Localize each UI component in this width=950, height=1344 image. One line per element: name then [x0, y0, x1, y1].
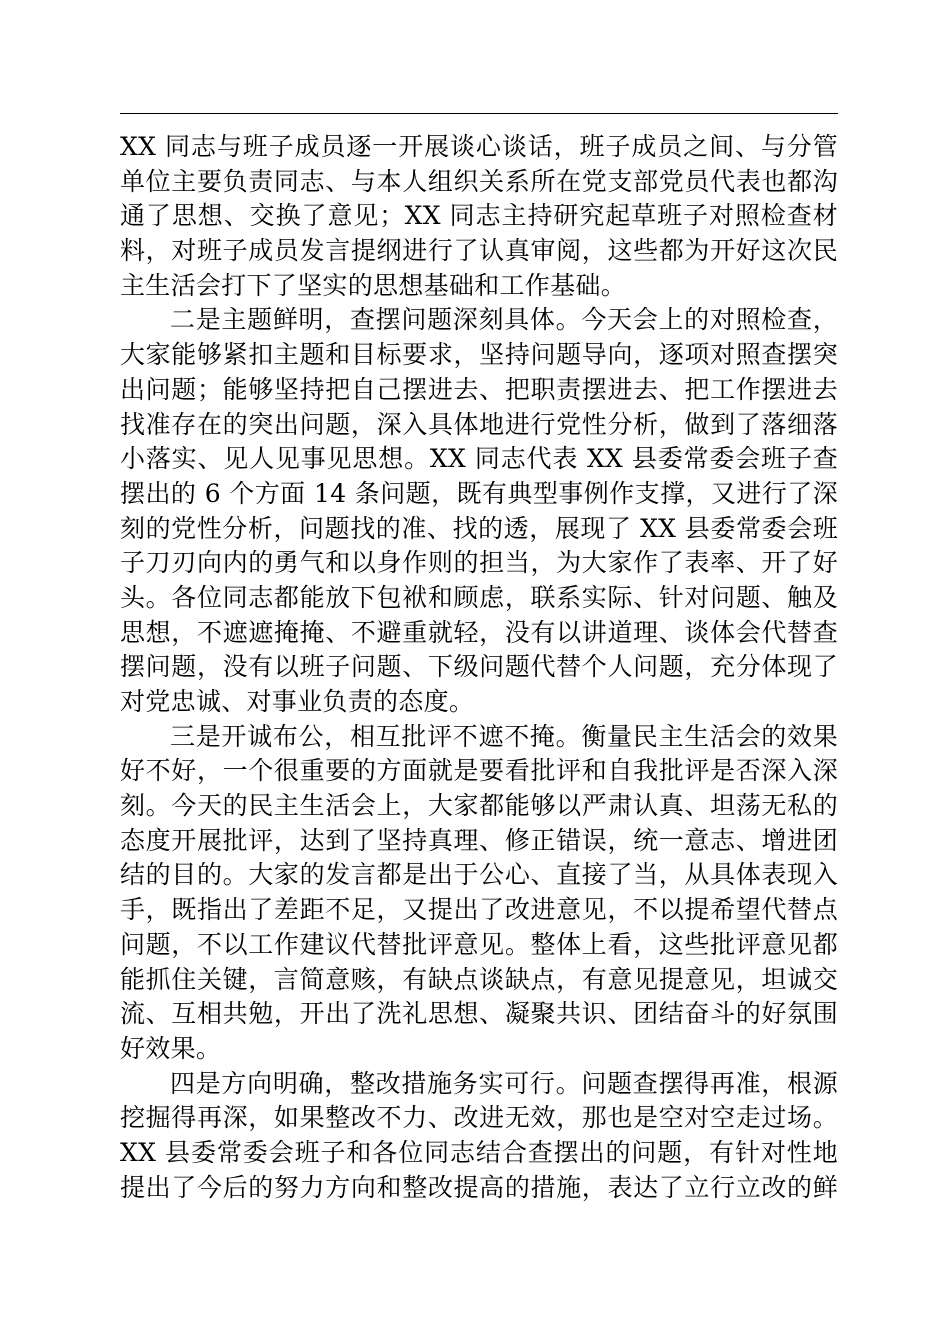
text-line: 二是主题鲜明，查摆问题深刻具体。今天会上的对照检查，	[170, 305, 838, 335]
text-line: XX 县委常委会班子和各位同志结合查摆出的问题，有针对性地	[120, 1137, 838, 1167]
text-line: 刻。今天的民主生活会上，大家都能够以严肃认真、坦荡无私的	[120, 791, 838, 821]
text-line: 态度开展批评，达到了坚持真理、修正错误，统一意志、增进团	[120, 825, 838, 855]
text-line: 料，对班子成员发言提纲进行了认真审阅，这些都为开好这次民	[120, 236, 838, 266]
text-line: 通了思想、交换了意见；XX 同志主持研究起草班子对照检查材	[120, 201, 838, 231]
text-line: 找准存在的突出问题，深入具体地进行党性分析，做到了落细落	[120, 409, 838, 439]
text-line: 四是方向明确，整改措施务实可行。问题查摆得再准，根源	[170, 1068, 838, 1098]
text-line: 好效果。	[120, 1033, 222, 1063]
text-line: 小落实、见人见事见思想。XX 同志代表 XX 县委常委会班子查	[120, 444, 838, 474]
text-line: 大家能够紧扣主题和目标要求，坚持问题导向，逐项对照查摆突	[120, 340, 838, 370]
text-line: 子刀刃向内的勇气和以身作则的担当，为大家作了表率、开了好	[120, 548, 838, 578]
text-line: 摆出的 6 个方面 14 条问题，既有典型事例作支撑，又进行了深	[120, 478, 838, 508]
text-line: 流、互相共勉，开出了洗礼思想、凝聚共识、团结奋斗的好氛围	[120, 999, 838, 1029]
body-text	[120, 130, 838, 1205]
text-line: XX 同志与班子成员逐一开展谈心谈话，班子成员之间、与分管	[120, 132, 838, 161]
text-line: 出问题；能够坚持把自己摆进去、把职责摆进去、把工作摆进去	[120, 374, 838, 404]
text-line: 刻的党性分析，问题找的准、找的透，展现了 XX 县委常委会班	[120, 513, 838, 543]
text-line: 手，既指出了差距不足，又提出了改进意见，不以提希望代替点	[120, 895, 838, 925]
text-line: 主生活会打下了坚实的思想基础和工作基础。	[120, 270, 627, 300]
text-line: 好不好，一个很重要的方面就是要看批评和自我批评是否深入深	[120, 756, 838, 786]
text-line: 提出了今后的努力方向和整改提高的措施，表达了立行立改的鲜	[120, 1172, 838, 1202]
text-line: 单位主要负责同志、与本人组织关系所在党支部党员代表也都沟	[120, 166, 838, 196]
text-line: 问题，不以工作建议代替批评意见。整体上看，这些批评意见都	[120, 929, 838, 959]
text-line: 摆问题，没有以班子问题、下级问题代替个人问题，充分体现了	[120, 652, 838, 682]
text-line: 思想，不遮遮掩掩、不避重就轻，没有以讲道理、谈体会代替查	[120, 617, 838, 647]
text-line: 三是开诚布公，相互批评不遮不掩。衡量民主生活会的效果	[170, 721, 838, 751]
text-line: 对党忠诚、对事业负责的态度。	[120, 687, 475, 716]
text-line: 结的目的。大家的发言都是出于公心、直接了当，从具体表现入	[120, 860, 838, 890]
text-line: 挖掘得再深，如果整改不力、改进无效，那也是空对空走过场。	[120, 1103, 838, 1133]
text-line: 能抓住关键，言简意赅，有缺点谈缺点，有意见提意见，坦诚交	[120, 964, 838, 994]
text-line: 头。各位同志都能放下包袱和顾虑，联系实际、针对问题、触及	[120, 582, 838, 612]
header-rule	[120, 113, 838, 114]
